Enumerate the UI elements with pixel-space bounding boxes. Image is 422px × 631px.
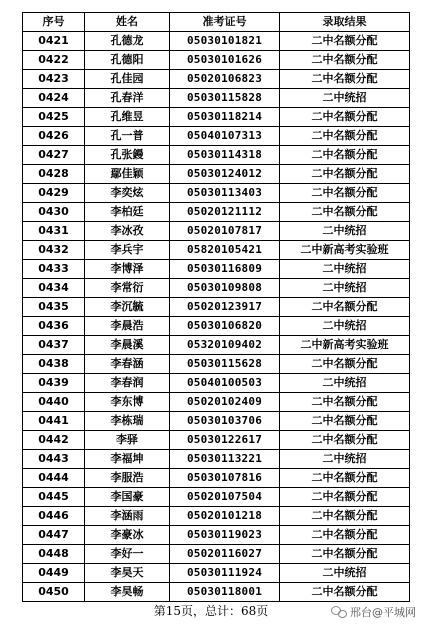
table-row — [23, 526, 410, 545]
cell-name: 孔维昱 — [85, 108, 170, 127]
cell-result: 二中名额分配 — [280, 412, 410, 431]
cell-name: 李春涵 — [85, 355, 170, 374]
cell-exam-id: 05030106820 — [170, 317, 280, 336]
cell-name: 李晨溪 — [85, 336, 170, 355]
cell-result: 二中名额分配 — [280, 488, 410, 507]
cell-name: 李豪冰 — [85, 526, 170, 545]
cell-name: 孔德龙 — [85, 32, 170, 51]
table-row — [23, 507, 410, 526]
admission-table-sheet — [22, 12, 409, 602]
table-row — [23, 374, 410, 393]
cell-result: 二中名额分配 — [280, 526, 410, 545]
cell-serial: 0432 — [23, 241, 85, 260]
cell-name: 李柏廷 — [85, 203, 170, 222]
cell-result: 二中新高考实验班 — [280, 241, 410, 260]
cell-serial: 0434 — [23, 279, 85, 298]
cell-result: 二中统招 — [280, 279, 410, 298]
table-row — [23, 431, 410, 450]
table-header-row — [23, 13, 410, 32]
cell-result: 二中名额分配 — [280, 51, 410, 70]
cell-serial: 0437 — [23, 336, 85, 355]
cell-serial: 0424 — [23, 89, 85, 108]
cell-serial: 0425 — [23, 108, 85, 127]
cell-exam-id: 05030118214 — [170, 108, 280, 127]
table-row — [23, 184, 410, 203]
table-row — [23, 108, 410, 127]
table-row — [23, 70, 410, 89]
cell-serial: 0426 — [23, 127, 85, 146]
cell-name: 孔春洋 — [85, 89, 170, 108]
cell-exam-id: 05020102409 — [170, 393, 280, 412]
cell-name: 李福坤 — [85, 450, 170, 469]
cell-exam-id: 05030103706 — [170, 412, 280, 431]
table-row — [23, 165, 410, 184]
cell-result: 二中名额分配 — [280, 298, 410, 317]
cell-name: 李沉毓 — [85, 298, 170, 317]
cell-exam-id: 05020123917 — [170, 298, 280, 317]
cell-name: 孔佳园 — [85, 70, 170, 89]
cell-result: 二中名额分配 — [280, 70, 410, 89]
wechat-icon — [331, 605, 347, 619]
cell-exam-id: 05030118001 — [170, 583, 280, 602]
header-result: 录取结果 — [280, 13, 410, 32]
table-row — [23, 51, 410, 70]
cell-exam-id: 05030115628 — [170, 355, 280, 374]
header-exam-id: 准考证号 — [170, 13, 280, 32]
table-row — [23, 583, 410, 602]
cell-name: 孔德阳 — [85, 51, 170, 70]
table-row — [23, 260, 410, 279]
cell-result: 二中统招 — [280, 374, 410, 393]
cell-exam-id: 05030101626 — [170, 51, 280, 70]
cell-result: 二中名额分配 — [280, 32, 410, 51]
table-row — [23, 32, 410, 51]
cell-exam-id: 05820105421 — [170, 241, 280, 260]
cell-exam-id: 05320109402 — [170, 336, 280, 355]
cell-name: 李奕炫 — [85, 184, 170, 203]
cell-exam-id: 05030122617 — [170, 431, 280, 450]
cell-serial: 0450 — [23, 583, 85, 602]
cell-name: 李兵宇 — [85, 241, 170, 260]
table-row — [23, 336, 410, 355]
table-row — [23, 317, 410, 336]
cell-name: 李博泽 — [85, 260, 170, 279]
cell-name: 李春润 — [85, 374, 170, 393]
header-serial: 序号 — [23, 13, 85, 32]
cell-serial: 0440 — [23, 393, 85, 412]
cell-exam-id: 05030116809 — [170, 260, 280, 279]
cell-exam-id: 05030115828 — [170, 89, 280, 108]
cell-exam-id: 05020106823 — [170, 70, 280, 89]
cell-exam-id: 05030101821 — [170, 32, 280, 51]
watermark-text: 邢台@平城网 — [350, 606, 416, 619]
cell-serial: 0429 — [23, 184, 85, 203]
admission-table — [22, 12, 410, 602]
cell-result: 二中名额分配 — [280, 507, 410, 526]
cell-exam-id: 05020116027 — [170, 545, 280, 564]
header-name: 姓名 — [85, 13, 170, 32]
cell-result: 二中统招 — [280, 317, 410, 336]
cell-result: 二中名额分配 — [280, 393, 410, 412]
cell-name: 李栋瑞 — [85, 412, 170, 431]
cell-name: 李驿 — [85, 431, 170, 450]
cell-name: 李昊畅 — [85, 583, 170, 602]
cell-result: 二中统招 — [280, 450, 410, 469]
cell-name: 孔一普 — [85, 127, 170, 146]
cell-exam-id: 05020107817 — [170, 222, 280, 241]
watermark — [331, 604, 416, 620]
cell-serial: 0447 — [23, 526, 85, 545]
cell-result: 二中名额分配 — [280, 203, 410, 222]
cell-result: 二中名额分配 — [280, 583, 410, 602]
cell-result: 二中统招 — [280, 564, 410, 583]
cell-name: 李昊天 — [85, 564, 170, 583]
cell-exam-id: 05030107816 — [170, 469, 280, 488]
cell-serial: 0439 — [23, 374, 85, 393]
table-row — [23, 279, 410, 298]
cell-serial: 0446 — [23, 507, 85, 526]
table-row — [23, 450, 410, 469]
cell-serial: 0423 — [23, 70, 85, 89]
cell-exam-id: 05040107313 — [170, 127, 280, 146]
cell-name: 孔张鏝 — [85, 146, 170, 165]
cell-serial: 0441 — [23, 412, 85, 431]
cell-result: 二中名额分配 — [280, 545, 410, 564]
cell-result: 二中名额分配 — [280, 165, 410, 184]
table-row — [23, 412, 410, 431]
cell-exam-id: 05030124012 — [170, 165, 280, 184]
table-row — [23, 222, 410, 241]
cell-result: 二中名额分配 — [280, 146, 410, 165]
cell-exam-id: 05020121112 — [170, 203, 280, 222]
cell-exam-id: 05030113403 — [170, 184, 280, 203]
cell-result: 二中名额分配 — [280, 469, 410, 488]
table-row — [23, 146, 410, 165]
cell-name: 鄢佳颖 — [85, 165, 170, 184]
table-row — [23, 488, 410, 507]
cell-result: 二中统招 — [280, 222, 410, 241]
table-row — [23, 564, 410, 583]
cell-result: 二中名额分配 — [280, 184, 410, 203]
cell-name: 李服浩 — [85, 469, 170, 488]
cell-exam-id: 05030111924 — [170, 564, 280, 583]
cell-serial: 0442 — [23, 431, 85, 450]
cell-name: 李好一 — [85, 545, 170, 564]
cell-serial: 0436 — [23, 317, 85, 336]
cell-exam-id: 05030119023 — [170, 526, 280, 545]
table-row — [23, 89, 410, 108]
table-row — [23, 469, 410, 488]
cell-serial: 0421 — [23, 32, 85, 51]
cell-serial: 0448 — [23, 545, 85, 564]
table-row — [23, 298, 410, 317]
cell-serial: 0438 — [23, 355, 85, 374]
cell-serial: 0435 — [23, 298, 85, 317]
cell-serial: 0427 — [23, 146, 85, 165]
cell-result: 二中名额分配 — [280, 431, 410, 450]
table-row — [23, 241, 410, 260]
table-row — [23, 393, 410, 412]
cell-result: 二中统招 — [280, 89, 410, 108]
cell-result: 二中新高考实验班 — [280, 336, 410, 355]
cell-exam-id: 05030113221 — [170, 450, 280, 469]
cell-serial: 0422 — [23, 51, 85, 70]
table-row — [23, 203, 410, 222]
cell-name: 李东博 — [85, 393, 170, 412]
cell-serial: 0433 — [23, 260, 85, 279]
cell-name: 李晨浩 — [85, 317, 170, 336]
cell-result: 二中名额分配 — [280, 355, 410, 374]
cell-serial: 0449 — [23, 564, 85, 583]
cell-serial: 0444 — [23, 469, 85, 488]
cell-name: 李涵雨 — [85, 507, 170, 526]
cell-exam-id: 05030109808 — [170, 279, 280, 298]
cell-result: 二中名额分配 — [280, 108, 410, 127]
cell-serial: 0431 — [23, 222, 85, 241]
cell-name: 李常衍 — [85, 279, 170, 298]
table-row — [23, 355, 410, 374]
cell-exam-id: 05020101218 — [170, 507, 280, 526]
table-row — [23, 127, 410, 146]
cell-result: 二中统招 — [280, 260, 410, 279]
cell-exam-id: 05020107504 — [170, 488, 280, 507]
cell-result: 二中名额分配 — [280, 127, 410, 146]
cell-serial: 0428 — [23, 165, 85, 184]
cell-serial: 0443 — [23, 450, 85, 469]
cell-serial: 0445 — [23, 488, 85, 507]
cell-name: 李国豪 — [85, 488, 170, 507]
page-footer: 第15页，总计：68页 — [153, 604, 269, 618]
table-row — [23, 545, 410, 564]
cell-serial: 0430 — [23, 203, 85, 222]
cell-exam-id: 05040100503 — [170, 374, 280, 393]
cell-exam-id: 05030114318 — [170, 146, 280, 165]
cell-name: 李冰孜 — [85, 222, 170, 241]
